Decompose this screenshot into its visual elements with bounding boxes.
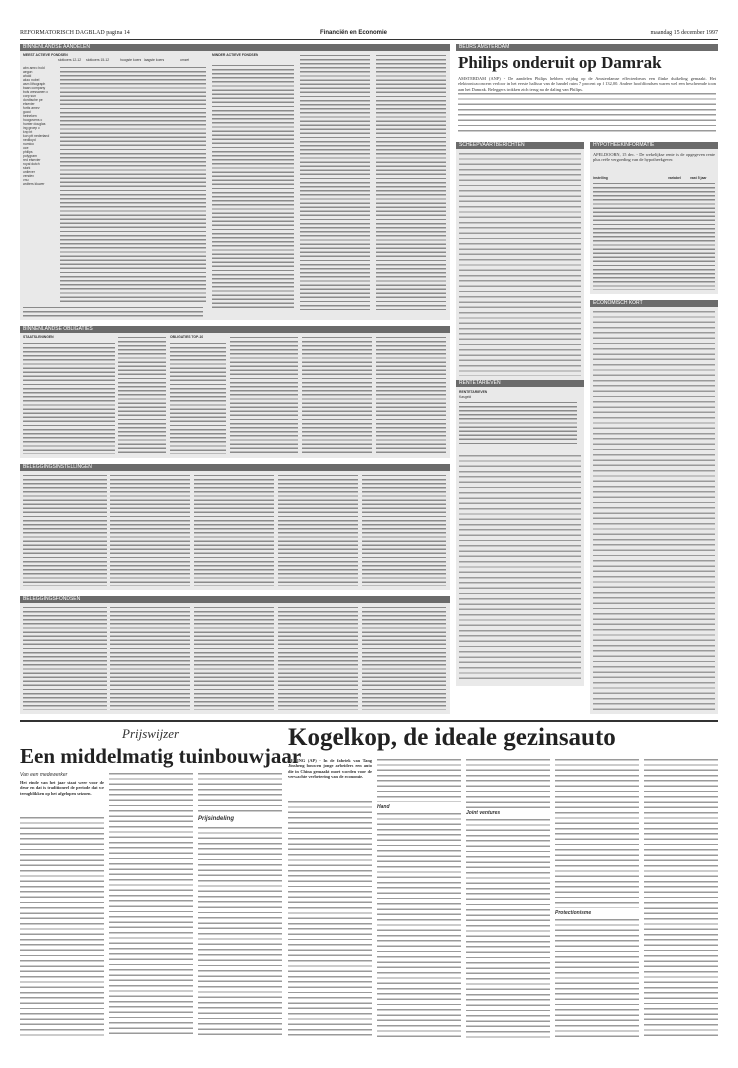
economisch-section (590, 300, 718, 714)
stock-name: knp bt (23, 130, 33, 134)
feature-headline: Kogelkop, de ideale gezinsauto (288, 724, 616, 751)
beurs-headline: Philips onderuit op Damrak (458, 53, 662, 72)
hypotheek-col-1: instelling (593, 176, 608, 180)
beurs-text: AMSTERDAM (ANP) - De aandelen Philips hebben vrijdag op de Amsterdamse effectenbeurs een flinke duikeling gemaakt. Het elektronicaconcern verloor in het eerste halfuur van de handel ruim 7 procent op f 132,00. Andere hoofdfondsen waren wel een beschermde toon aan het Damrak. Beleggers trokken zich terug na de daling van Philips. (458, 76, 716, 92)
stock-name: vnu (23, 178, 29, 182)
newspaper-page (20, 30, 718, 1040)
scheepvaart-text-continued (459, 454, 581, 682)
hypotheek-section (590, 142, 718, 294)
feature-text-col-4b (555, 918, 639, 1038)
aandelen-col-2: slotkoers 15-12 (86, 58, 110, 62)
beleggingsinstellingen-table-4 (278, 474, 358, 586)
stock-name: asm lithograph (23, 82, 46, 86)
aandelen-subhead-1: MEEST ACTIEVE FONDSEN (23, 53, 68, 57)
beleggingsfondsen-section (20, 596, 450, 714)
obligaties-table-4 (302, 336, 372, 454)
feature-text-col-2b (377, 812, 461, 1038)
hypotheek-table (593, 182, 715, 290)
stock-name: oce (23, 146, 29, 150)
scheepvaart-band: SCHEEPVAARTBERICHTEN (456, 142, 584, 149)
feature-lead: PEKING (AP) - In de fabriek van Tang Jinsheng bouwen jonge arbeiders een auto die in China gemaakt moet worden voor de verwachte verbetering van de economie. (288, 758, 372, 779)
feature-text-col-1 (288, 800, 372, 1038)
hypotheek-band: HYPOTHEEKINFORMATIE (590, 142, 718, 149)
staatsleningen-table-2 (118, 336, 166, 454)
obligaties-subhead-2: OBLIGATIES TOP-10 (170, 335, 204, 339)
obligaties-band: BINNENLANDSE OBLIGATIES (20, 326, 450, 333)
feature-text-col-5 (644, 758, 718, 1038)
stock-name: fortis amev (23, 106, 40, 110)
rentetarieven-table (459, 401, 577, 445)
aandelen-col-3: hoogste koers (120, 58, 142, 62)
hypotheek-col-3: vast 5 jaar (690, 176, 707, 180)
stock-name: abn amro hold (23, 66, 45, 70)
stock-name: kon ptt nederland (23, 134, 50, 138)
stock-name: nedlloyd (23, 138, 36, 142)
stock-name: vendex (23, 174, 34, 178)
prijswijzer-text-col-2 (109, 772, 193, 1038)
aandelen-band: BINNENLANDSE AANDELEN (20, 44, 450, 51)
beurs-band: BEURS AMSTERDAM (456, 44, 718, 51)
aandelen-subhead-2: MINDER ACTIEVE FONDSEN (212, 53, 259, 57)
beurs-section (456, 44, 718, 134)
beleggingsinstellingen-band: BELEGGINGSINSTELLINGEN (20, 464, 450, 471)
beleggingsfondsen-table-2 (110, 606, 190, 710)
obligaties-subhead-1: STAATSLENINGEN (23, 335, 54, 339)
aandelen-minder-actief-table (212, 64, 294, 310)
aandelen-overige-table-2 (376, 54, 446, 310)
rentetarieven-subtitle: Kasgeld (459, 395, 472, 399)
aandelen-section (20, 44, 450, 320)
stock-name: baan company (23, 86, 46, 90)
stock-name: philips (23, 150, 33, 154)
prijswijzer-headline: Een middelmatig tuinbouwjaar (20, 744, 302, 768)
hypotheek-col-2: variabel (668, 176, 681, 180)
stock-name: red elsevier (23, 158, 41, 162)
stock-name: polygram (23, 154, 37, 158)
beleggingsinstellingen-table-5 (362, 474, 446, 586)
prijswijzer-text-col-3 (198, 772, 282, 812)
scheepvaart-text (459, 152, 581, 376)
beleggingsfondsen-table-5 (362, 606, 446, 710)
stock-name: corp sun (23, 94, 37, 98)
beleggingsfondsen-table-4 (278, 606, 358, 710)
beleggingsinstellingen-section (20, 464, 450, 590)
beurs-text-continued (458, 92, 716, 132)
prijswijzer-lead: Het einde van het jaar staat weer voor de deur en dat is traditioneel de periode dat we terugblikken op het afgelopen seizoen. (20, 780, 104, 796)
stock-name: unilever (23, 170, 35, 174)
stock-name: royal dutch (23, 162, 40, 166)
header-paper-page: REFORMATORISCH DAGBLAD pagina 14 (20, 30, 130, 36)
beleggingsinstellingen-table-3 (194, 474, 274, 586)
feature-subhead-1: Hand (377, 804, 390, 810)
stock-name: aegon (23, 70, 33, 74)
staatsleningen-table (23, 342, 115, 454)
beleggingsinstellingen-table-1 (23, 474, 107, 586)
stock-name: elsevier (23, 102, 35, 106)
obligaties-table-3 (230, 336, 298, 454)
feature-text-col-3b (466, 818, 550, 1038)
beleggingsfondsen-table-3 (194, 606, 274, 710)
hypotheek-intro: APELDOORN, 15 dec. - De wekelijkse rente is de opgegeven rente plus reële vergoeding van de hypotheekgever. (593, 152, 715, 163)
stock-name: ahold (23, 74, 32, 78)
aandelen-col-4: laagste koers (144, 58, 165, 62)
rentetarieven-title: RENTETARIEVEN (459, 390, 488, 394)
prijswijzer-logo: Prijswijzer (122, 726, 180, 741)
feature-text-col-4a (555, 758, 639, 908)
aandelen-stock-names (23, 66, 63, 306)
rentetarieven-section (456, 380, 584, 450)
stock-name: stork (23, 166, 31, 170)
beleggingsfondsen-table-1 (23, 606, 107, 710)
obligaties-top10-table (170, 342, 226, 454)
obligaties-section (20, 326, 450, 458)
prijswijzer-prices (198, 826, 282, 1038)
feature-text-col-2a (377, 758, 461, 802)
economisch-band: ECONOMISCH KORT (590, 300, 718, 307)
rentetarieven-band: RENTETARIEVEN (456, 380, 584, 387)
beleggingsinstellingen-table-2 (110, 474, 190, 586)
stock-name: hoogovens c (23, 118, 43, 122)
stock-name: dordtsche pe (23, 98, 43, 102)
feature-subhead-3: Protectionisme (555, 910, 592, 916)
header-section: Financiën en Economie (320, 30, 388, 36)
page-header (20, 30, 718, 40)
aandelen-col-5: omzet (180, 58, 190, 62)
stock-name: ing groep c (23, 126, 40, 130)
header-date: maandag 15 december 1997 (650, 30, 718, 36)
aandelen-footnote (23, 306, 203, 318)
stock-name: heineken (23, 114, 37, 118)
stock-name: akzo nobel (23, 78, 40, 82)
stock-name: wolters kluwer (23, 182, 45, 186)
stock-name: gucci (23, 110, 31, 114)
stock-name: numico (23, 142, 34, 146)
aandelen-overige-table-1 (300, 54, 370, 310)
prijswijzer-text-col-1 (20, 816, 104, 1038)
prijswijzer-byline: Van een medewerker (20, 772, 68, 778)
stock-name: hunter douglas (23, 122, 46, 126)
stock-name: bols wessanen c (23, 90, 49, 94)
aandelen-col-1: slotkoers 12-12 (58, 58, 82, 62)
prijswijzer-subhead: Prijsindeling (198, 816, 235, 822)
feature-subhead-2: Joint ventures (466, 810, 501, 816)
economisch-text (593, 310, 715, 710)
feature-text-col-3a (466, 758, 550, 808)
prijswijzer-top-rule (20, 720, 718, 722)
beleggingsfondsen-band: BELEGGINGSFONDSEN (20, 596, 450, 603)
obligaties-table-5 (376, 336, 446, 454)
aandelen-meest-actief-table (60, 66, 206, 304)
